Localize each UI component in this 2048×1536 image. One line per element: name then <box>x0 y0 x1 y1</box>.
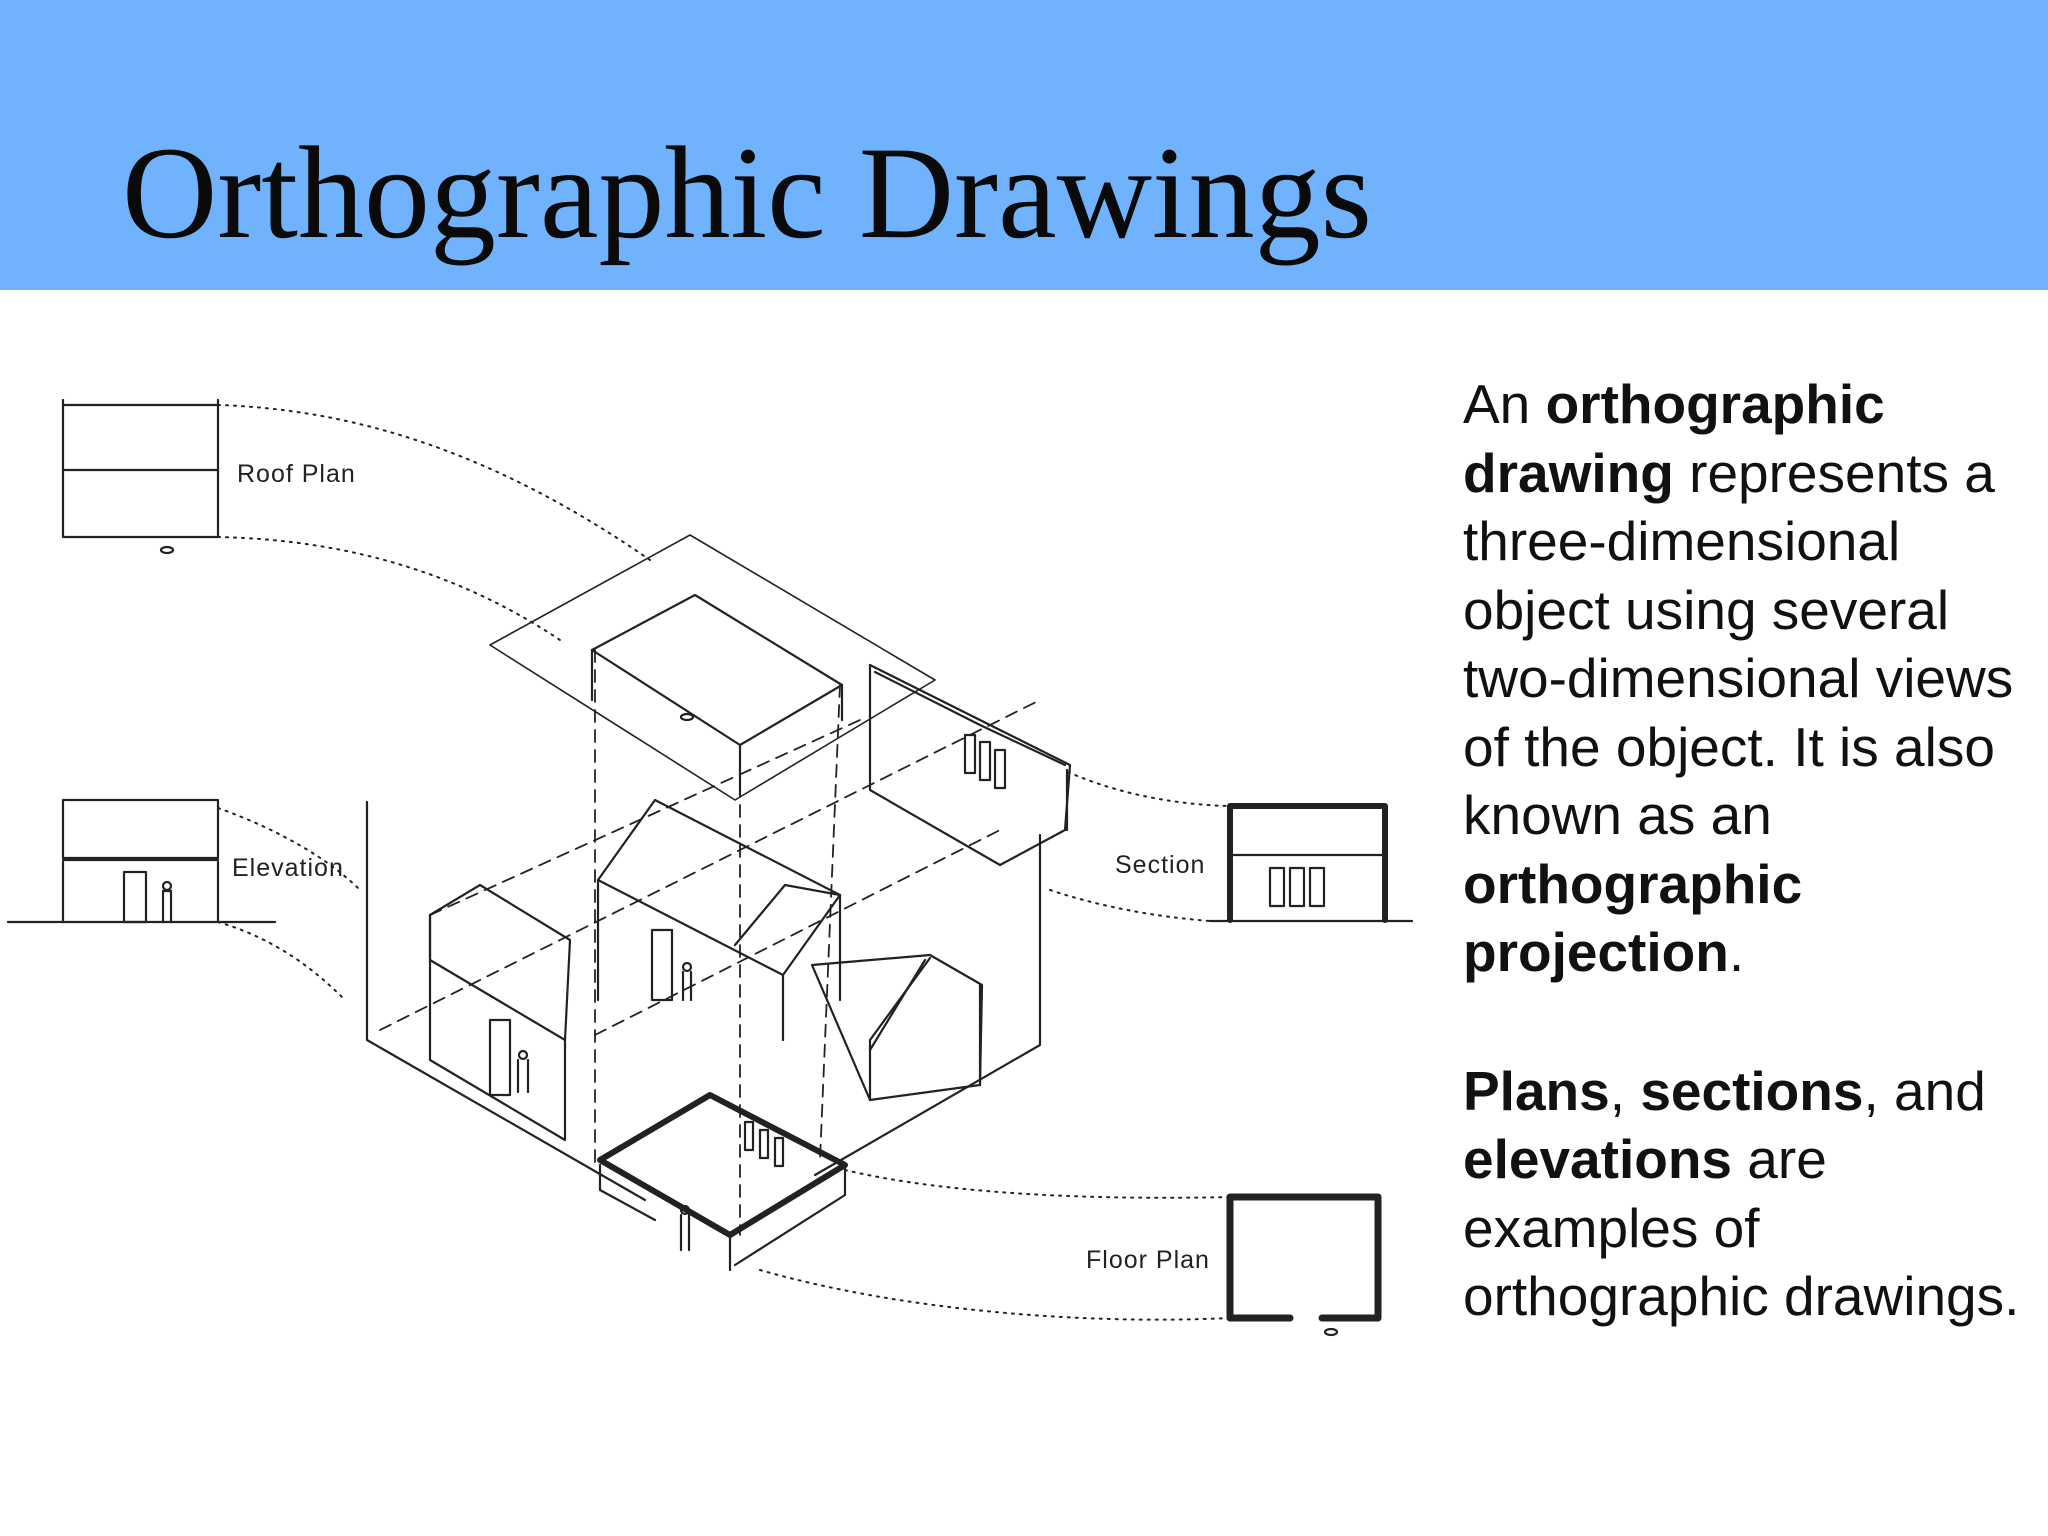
text-run: , <box>1609 1059 1641 1122</box>
orthographic-illustration <box>0 290 1440 1536</box>
floor-plan-view <box>1230 1197 1378 1335</box>
floor-plan-label: Floor Plan <box>1086 1246 1210 1274</box>
isometric-building <box>367 535 1070 1270</box>
section-view <box>1210 806 1412 921</box>
definition-paragraph <box>1463 370 2033 987</box>
examples-paragraph <box>1463 1057 2033 1331</box>
roof-plan-view <box>63 400 218 553</box>
section-label: Section <box>1115 851 1206 879</box>
description-text <box>1463 370 2033 1331</box>
slide-title: Orthographic Drawings <box>122 119 1373 266</box>
term-orthographic-projection: orthographic projection <box>1463 852 1803 983</box>
text-run: , and <box>1863 1059 1986 1122</box>
projection-lines <box>218 405 1230 1320</box>
text-run: are examples of orthographic drawings. <box>1463 1128 2020 1327</box>
term-sections: sections <box>1640 1059 1864 1122</box>
term-plans: Plans <box>1463 1059 1610 1122</box>
term-orthographic-drawing: orthographic drawing <box>1463 373 1885 504</box>
term-elevations: elevations <box>1463 1128 1733 1190</box>
orthographic-figure <box>0 290 1440 1536</box>
roof-plan-label: Roof Plan <box>237 460 356 488</box>
text-run: represents a three-dimensional object using several two-dimensional views of the object. It is also known as an <box>1463 441 2014 846</box>
alignment-lines <box>380 650 1040 1235</box>
elevation-label: Elevation <box>232 854 344 882</box>
text-run: An <box>1463 373 1546 435</box>
text-run: . <box>1728 921 1745 983</box>
